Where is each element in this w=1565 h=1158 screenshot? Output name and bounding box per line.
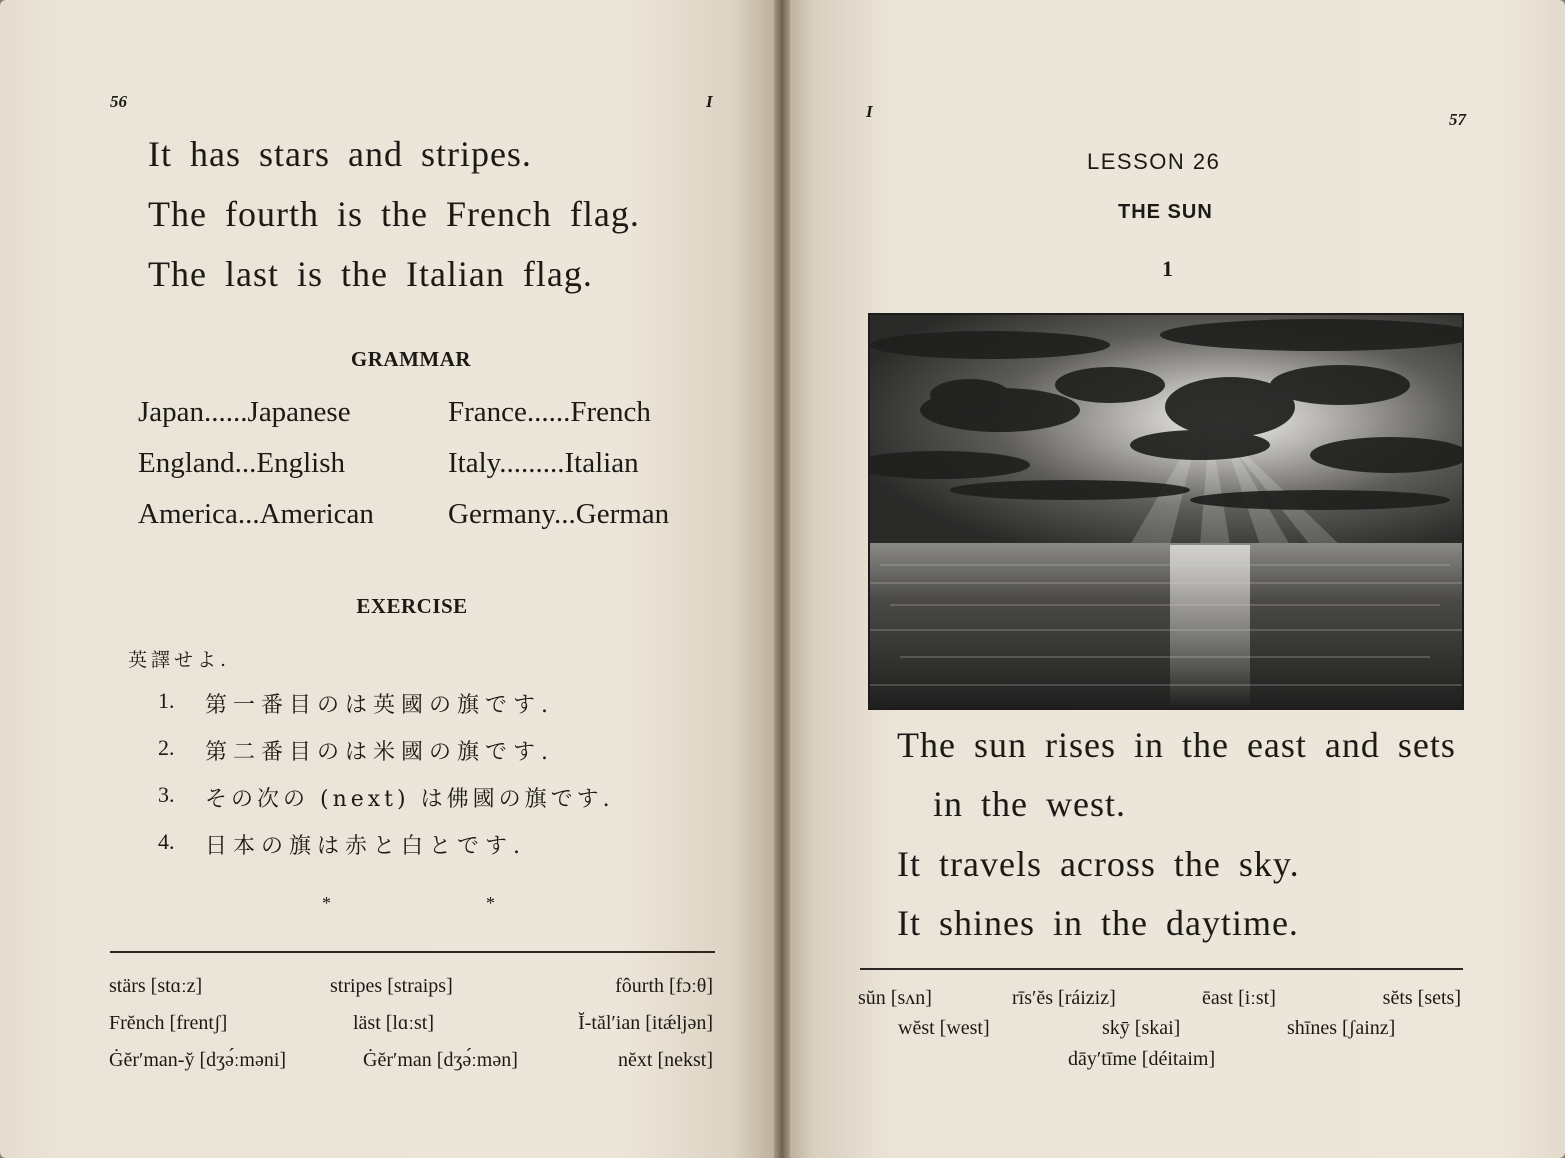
exercise-item: 日本の旗は赤と白とです. bbox=[205, 834, 526, 859]
exercise-item: 第二番目のは米國の旗です. bbox=[205, 740, 554, 765]
footnote-rule bbox=[860, 968, 1463, 970]
lesson-number: LESSON 26 bbox=[1087, 149, 1221, 174]
vocab-entry: rīs′ĕs [ráiziz] bbox=[1012, 987, 1116, 1009]
exercise-number: 2. bbox=[158, 735, 175, 760]
exercise-number: 4. bbox=[158, 829, 175, 854]
grammar-cell: Italy.........Italian bbox=[448, 447, 639, 479]
section-separator-star: * bbox=[486, 893, 495, 913]
vocab-entry: sŭn [sʌn] bbox=[858, 987, 932, 1009]
vocab-entry: skȳ [skai] bbox=[1102, 1017, 1181, 1039]
vocab-entry: shīnes [ʃainz] bbox=[1287, 1017, 1396, 1039]
section-mark-left: I bbox=[706, 92, 713, 111]
exercise-item: 第一番目のは英國の旗です. bbox=[205, 693, 554, 718]
grammar-cell: America...American bbox=[138, 498, 374, 530]
section-mark-right: I bbox=[866, 102, 873, 121]
vocab-entry: stripes [straips] bbox=[330, 975, 453, 997]
reading-line: The fourth is the French flag. bbox=[148, 194, 640, 234]
vocab-entry: wĕst [west] bbox=[898, 1017, 990, 1039]
reading-line: The last is the Italian flag. bbox=[148, 254, 593, 294]
section-separator-star: * bbox=[322, 893, 331, 913]
reading-line: It has stars and stripes. bbox=[148, 134, 532, 174]
vocab-entry: Ĭ-tăl′ian [itǽljən] bbox=[578, 1012, 713, 1034]
vocab-entry: Frĕnch [frentʃ] bbox=[109, 1012, 228, 1034]
page-number-left: 56 bbox=[110, 92, 127, 111]
vocab-entry: Ġĕr′man [dʒə́ːmən] bbox=[363, 1049, 518, 1071]
vocab-entry: Ġĕr′man-y̆ [dʒə́ːməni] bbox=[109, 1049, 287, 1071]
sunset-over-sea-illustration bbox=[868, 313, 1464, 710]
vocab-entry: ēast [iːst] bbox=[1202, 987, 1276, 1009]
book-gutter bbox=[774, 0, 790, 1158]
vocab-entry: sĕts [sets] bbox=[1382, 987, 1461, 1009]
vocab-entry: läst [lɑːst] bbox=[353, 1012, 435, 1034]
grammar-cell: England...English bbox=[138, 447, 346, 479]
reading-line: It travels across the sky. bbox=[897, 844, 1300, 884]
reading-line: in the west. bbox=[933, 784, 1126, 824]
reading-line: The sun rises in the east and sets bbox=[897, 725, 1456, 765]
footnote-rule bbox=[110, 951, 715, 953]
exercise-instruction: 英譯せよ. bbox=[128, 649, 231, 671]
page-number-right: 57 bbox=[1449, 110, 1466, 129]
vocab-entry: stärs [stɑːz] bbox=[109, 975, 203, 997]
grammar-cell: Germany...German bbox=[448, 498, 670, 530]
exercise-heading: EXERCISE bbox=[356, 594, 468, 618]
exercise-item: その次の (next) は佛國の旗です. bbox=[205, 787, 614, 812]
vocab-entry: dāy′tīme [déitaim] bbox=[1068, 1048, 1216, 1070]
lesson-part: 1 bbox=[1162, 256, 1173, 281]
vocab-entry: nĕxt [nekst] bbox=[618, 1049, 713, 1071]
grammar-cell: France......French bbox=[448, 396, 651, 428]
grammar-cell: Japan......Japanese bbox=[138, 396, 351, 428]
exercise-number: 1. bbox=[158, 688, 175, 713]
grammar-heading: GRAMMAR bbox=[350, 347, 472, 371]
reading-line: It shines in the daytime. bbox=[897, 903, 1299, 943]
vocab-entry: fôurth [fɔːθ] bbox=[615, 975, 713, 997]
lesson-title: THE SUN bbox=[1118, 201, 1213, 223]
exercise-number: 3. bbox=[158, 782, 175, 807]
